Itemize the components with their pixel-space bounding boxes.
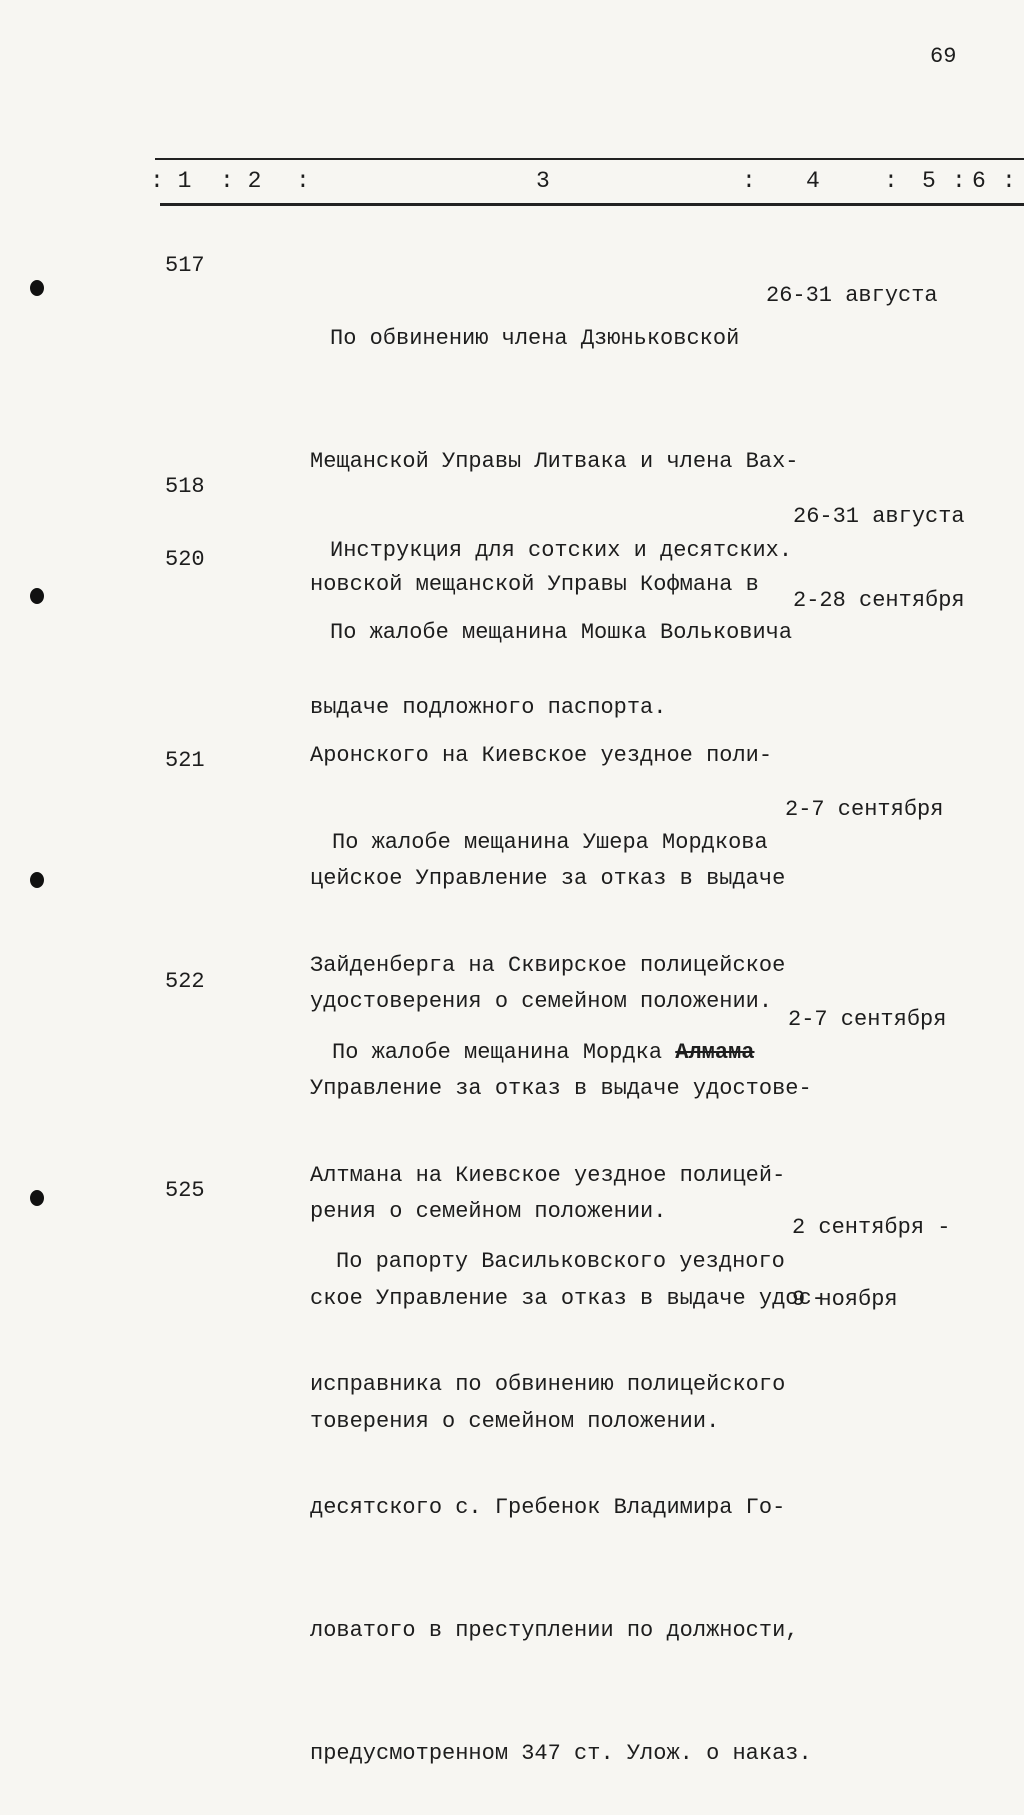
entry-number: 525 [165, 1178, 205, 1203]
entry-date [785, 750, 943, 846]
entry-line: исправника по обвинению полицейского [310, 1372, 786, 1397]
entry-number: 521 [165, 748, 205, 773]
entry-number: 517 [165, 253, 205, 278]
entry-line: По жалобе мещанина Ушера Мордкова [332, 830, 768, 855]
crossed-out-word: Алмама [675, 1040, 755, 1065]
entry-number: 518 [165, 474, 205, 499]
entry-line: товерения о семейном положении. [310, 1409, 720, 1434]
entry-line: По рапорту Васильковского уездного [336, 1249, 785, 1274]
entry-line: Аронского на Киевское уездное поли- [310, 743, 773, 768]
col-6-label: 6 [972, 168, 986, 194]
entry-date-line: 9 ноября [792, 1287, 898, 1312]
entry-line: выдаче подложного паспорта. [310, 695, 667, 720]
binder-hole [30, 588, 44, 604]
entry-date [766, 236, 938, 332]
entry-line: По обвинению члена Дзюньковской [330, 326, 740, 351]
entry-date [788, 960, 946, 1056]
entry-line: Управление за отказ в выдаче удостове- [310, 1076, 812, 1101]
entry-number: 520 [165, 547, 205, 572]
entry-line: Алтмана на Киевское уездное полицей- [310, 1163, 786, 1188]
col-sep: : [952, 168, 966, 194]
entry-number: 522 [165, 969, 205, 994]
entry-date [793, 457, 965, 553]
entry-date-line: 2-28 сентября [793, 588, 965, 613]
entry-date-line: 2-7 сентября [788, 1007, 947, 1032]
entry-line: десятского с. Гребенок Владимира Го- [310, 1495, 786, 1520]
binder-hole [30, 872, 44, 888]
entry-line: рения о семейном положении. [310, 1199, 667, 1224]
entry-line: ское Управление за отказ в выдаче удос- [310, 1286, 825, 1311]
entry-date-line: 26-31 августа [793, 504, 965, 529]
col-2-label: : 2 [220, 168, 262, 194]
entry-line: предусмотренном 347 ст. Улож. о наказ. [310, 1741, 812, 1766]
entry-description [310, 1159, 825, 1815]
header-bottom-rule [160, 203, 1024, 206]
entry-date-line: 2 сентября - [792, 1215, 951, 1240]
entry-date [792, 1168, 950, 1336]
binder-hole [30, 280, 44, 296]
col-3-label: 3 [536, 168, 550, 194]
col-sep: : [742, 168, 756, 194]
col-sep: : [296, 168, 310, 194]
col-sep: : [1002, 168, 1016, 194]
entry-line-text: По жалобе мещанина Мордка [332, 1040, 676, 1065]
entry-line: Мещанской Управы Литвака и члена Вах- [310, 449, 799, 474]
entry-line: новской мещанской Управы Кофмана в [310, 572, 759, 597]
entry-date [793, 541, 965, 637]
entry-date-line: 2-7 сентября [785, 797, 944, 822]
col-1-label: : 1 [150, 168, 192, 194]
entry-date-line: 26-31 августа [766, 283, 938, 308]
col-sep: : [884, 168, 898, 194]
entry-line: ловатого в преступлении по должности, [310, 1618, 799, 1643]
entry-line: цейское Управление за отказ в выдаче [310, 866, 786, 891]
col-5-label: 5 [922, 168, 936, 194]
entry-line: Зайденберга на Сквирское полицейское [310, 953, 786, 978]
entry-line: Инструкция для сотских и десятских. [330, 538, 793, 563]
col-4-label: 4 [806, 168, 820, 194]
entry-line: удостоверения о семейном положении. [310, 989, 773, 1014]
binder-hole [30, 1190, 44, 1206]
page-number: 69 [930, 44, 957, 69]
entry-line: По жалобе мещанина Мошка Вольковича [330, 620, 793, 645]
entry-line [310, 1032, 810, 1073]
header-top-rule [155, 158, 1024, 160]
column-header-row [0, 168, 1024, 198]
